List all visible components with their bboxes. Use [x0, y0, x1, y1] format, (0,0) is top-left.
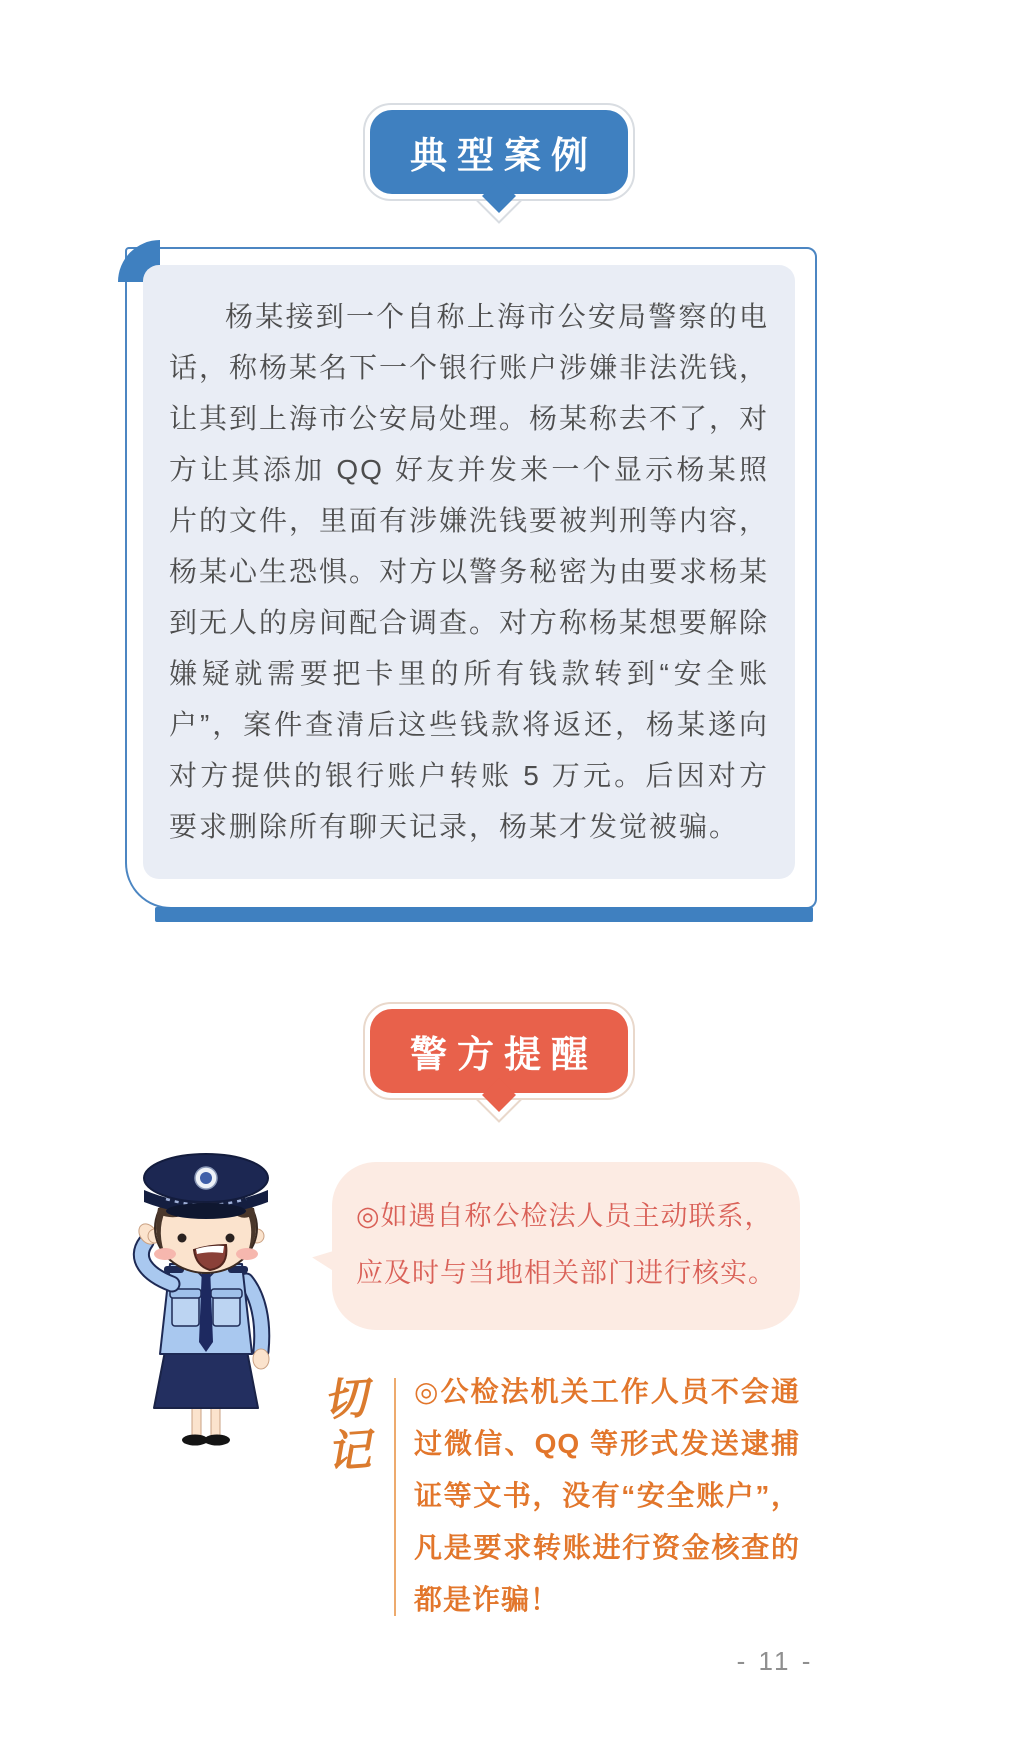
case-sheet — [125, 247, 817, 909]
typical-case-banner — [363, 103, 635, 201]
speech-bubble-tail — [311, 1246, 338, 1271]
sheet-shadow-bar — [155, 907, 813, 922]
reminder-bubble-text: ◎如遇自称公检法人员主动联系，应及时与当地相关部门进行核实。 — [356, 1201, 776, 1288]
reminder-speech-bubble — [332, 1162, 800, 1330]
page-number: - 11 - — [736, 1646, 814, 1676]
remember-text: ◎公检法机关工作人员不会通过微信、QQ 等形式发送逮捕证等文书，没有“安全账户”，凡是要求转账进行资金核查的都是诈骗！ — [414, 1376, 800, 1615]
case-panel — [143, 265, 795, 879]
remember-divider — [394, 1378, 396, 1616]
typical-case-banner-label: 典型案例 — [370, 110, 628, 194]
police-officer-illustration — [106, 1146, 306, 1451]
police-reminder-banner-label: 警方提醒 — [370, 1009, 628, 1093]
police-reminder-banner — [363, 1002, 635, 1100]
remember-label: 切记 — [321, 1373, 373, 1478]
case-paragraph: 杨某接到一个自称上海市公安局警察的电话，称杨某名下一个银行账户涉嫌非法洗钱，让其到上海市公安局处理。杨某称去不了，对方让其添加 QQ 好友并发来一个显示杨某照片的文件，里面有涉嫌洗钱要被判刑等内容，杨某心生恐惧。对方以警务秘密为由要求杨某到无人的房间配合调查。对方称杨某想要解除嫌疑就需要把卡里的所有钱款转到“安全账户”，案件查清后这些钱款将返还，杨某遂向对方提供的银行账户转账 5 万元。后因对方要求删除所有聊天记录，杨某才发觉被骗。 — [169, 301, 770, 842]
